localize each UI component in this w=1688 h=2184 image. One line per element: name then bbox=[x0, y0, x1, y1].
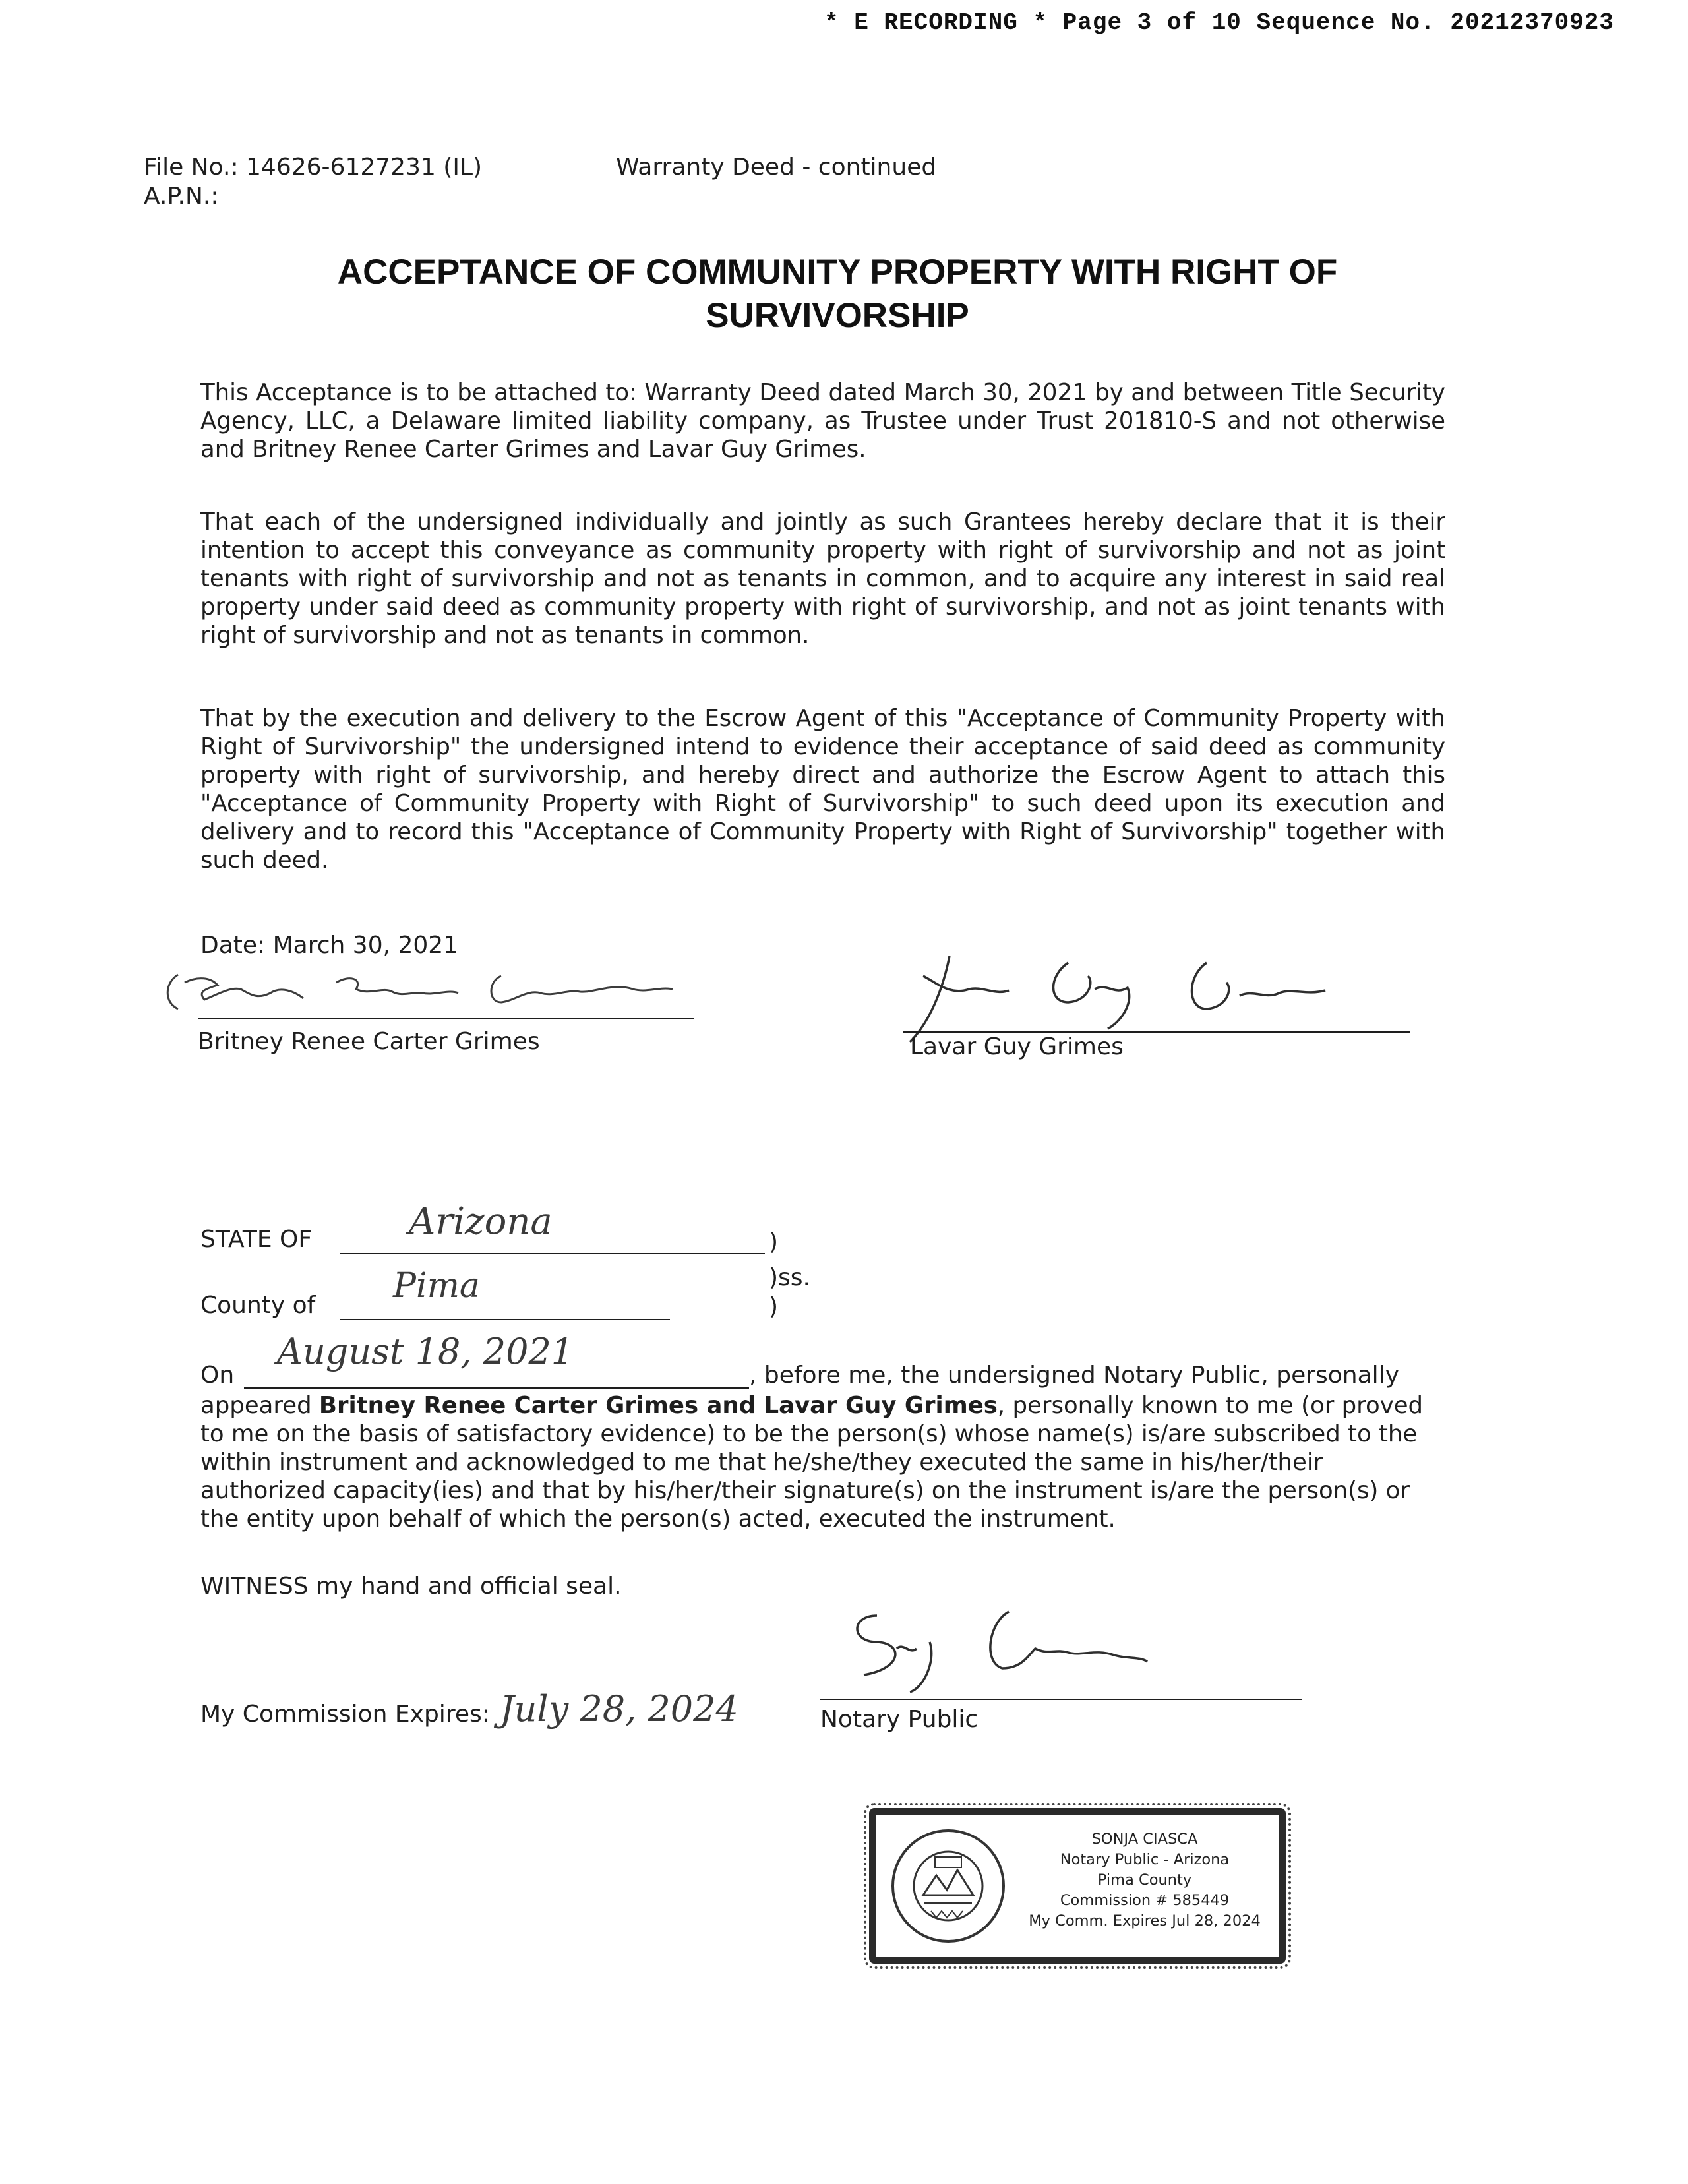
document-label: Warranty Deed - continued bbox=[616, 154, 937, 181]
commission-expires-value: July 28, 2024 bbox=[500, 1688, 738, 1730]
state-underline bbox=[340, 1253, 765, 1254]
file-number: File No.: 14626-6127231 (IL) bbox=[144, 154, 483, 181]
title-line-1: ACCEPTANCE OF COMMUNITY PROPERTY WITH RIGHT OF bbox=[337, 253, 1338, 291]
britney-signature bbox=[158, 963, 699, 1016]
seal-commission-number: Commission # 585449 bbox=[1060, 1892, 1230, 1909]
paragraph-intention: That each of the undersigned individually and jointly as such Grantees hereby declare that it is their intention to accept this conveyance as community property with right of survivorship and not as joint tenants with right of survivorship and not as tenants in common, and to acquire any interest in said real property under said deed as community property with right of survivorship, and not as joint tenants with right of survivorship and not as tenants in common. bbox=[200, 508, 1445, 649]
notary-signature-line bbox=[820, 1699, 1302, 1700]
document-title bbox=[264, 251, 1411, 338]
before-me-text: , before me, the undersigned Notary Public, personally bbox=[749, 1362, 1399, 1389]
appeared-label: appeared bbox=[200, 1392, 312, 1419]
seal-notary-name: SONJA CIASCA bbox=[1091, 1831, 1198, 1848]
title-line-2: SURVIVORSHIP bbox=[706, 296, 969, 335]
seal-expiration: My Comm. Expires Jul 28, 2024 bbox=[1029, 1912, 1261, 1929]
state-paren: ) bbox=[769, 1228, 779, 1256]
seal-notary-title: Notary Public - Arizona bbox=[1060, 1851, 1230, 1868]
date-line: Date: March 30, 2021 bbox=[200, 932, 459, 959]
signer-name-britney: Britney Renee Carter Grimes bbox=[198, 1028, 540, 1055]
paragraph-attachment: This Acceptance is to be attached to: Warranty Deed dated March 30, 2021 by and between Title Security Agency, LLC, a Delaware limited liability company, as Trustee under Trust 201810-S and not otherwise and Britney Renee Carter Grimes and Lavar Guy Grimes. bbox=[200, 379, 1445, 463]
notary-seal bbox=[869, 1808, 1286, 1964]
date-underline bbox=[244, 1387, 749, 1389]
arizona-seal-emblem bbox=[889, 1827, 1008, 1945]
notary-signature bbox=[837, 1602, 1154, 1695]
acknowledgment-date: August 18, 2021 bbox=[277, 1331, 574, 1372]
signature-line-britney bbox=[198, 1018, 694, 1019]
signer-name-lavar: Lavar Guy Grimes bbox=[910, 1033, 1124, 1060]
county-underline bbox=[340, 1319, 670, 1320]
paragraph-execution: That by the execution and delivery to the Escrow Agent of this "Acceptance of Community Property with Right of Survivorship" the undersigned intend to evidence their acceptance of said deed as community property with right of survivorship, and hereby direct and authorize the Escrow Agent to attach this "Acceptance of Community Property with Right of Survivorship" to such deed upon its execution and delivery and to record this "Acceptance of Community Property with Right of Survivorship" together with such deed. bbox=[200, 705, 1445, 874]
state-value: Arizona bbox=[409, 1200, 553, 1243]
witness-line: WITNESS my hand and official seal. bbox=[200, 1573, 622, 1600]
state-label: STATE OF bbox=[200, 1226, 313, 1253]
recording-header: * E RECORDING * Page 3 of 10 Sequence No. 20212370923 bbox=[824, 9, 1614, 36]
seal-text bbox=[1019, 1829, 1270, 1931]
commission-expires-label: My Commission Expires: bbox=[200, 1701, 490, 1728]
county-value: Pima bbox=[393, 1266, 480, 1306]
notary-public-label: Notary Public bbox=[820, 1706, 979, 1733]
ss-label: )ss. bbox=[769, 1264, 810, 1291]
appeared-names: Britney Renee Carter Grimes and Lavar Guy Grimes bbox=[318, 1392, 998, 1419]
on-label: On bbox=[200, 1362, 235, 1389]
apn-label: A.P.N.: bbox=[144, 183, 219, 210]
seal-county: Pima County bbox=[1097, 1871, 1192, 1889]
county-label: County of bbox=[200, 1292, 316, 1319]
county-paren: ) bbox=[769, 1293, 779, 1320]
acknowledgment-paragraph bbox=[200, 1391, 1440, 1533]
acknowledgment-text: , personally known to me (or proved to me on the basis of satisfactory evidence) to be the person(s) whose name(s) is/are subscribed to the within instrument and acknowledged to me that he/she/they executed the same in his/her/their authorized capacity(ies) and that by his/her/their signature(s) on the instrument is/are the person(s) or the entity upon behalf of which the person(s) acted, executed the instrument. bbox=[200, 1392, 1424, 1532]
